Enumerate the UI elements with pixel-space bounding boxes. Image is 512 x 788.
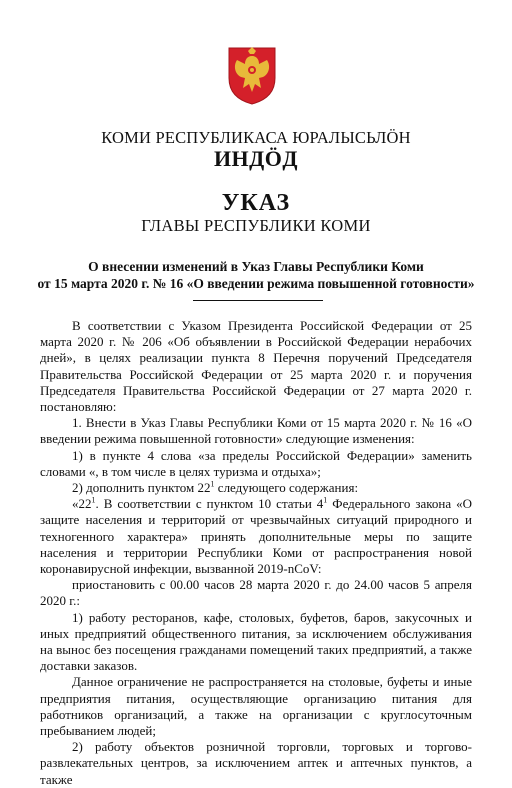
superscript: 1 bbox=[91, 495, 96, 505]
paragraph-point-22-1 bbox=[40, 496, 472, 577]
text-span: . В соответствии с пунктом 10 статьи 4 bbox=[95, 496, 324, 512]
paragraph-subitem-2 bbox=[40, 480, 472, 496]
ukaz-heading: УКАЗ bbox=[221, 190, 291, 216]
title-underline bbox=[193, 300, 323, 301]
text-span: Федерального закона «О защите населения и территорий от чрезвычайных ситуаций природного и техногенного характера» принять дополнительные меры по защите населения и территории Республики Коми от распространения новой коронавирусной инфекции, вызванной 2019-nCoV: bbox=[40, 496, 472, 577]
coat-of-arms-icon bbox=[221, 44, 283, 106]
text-span: «22 bbox=[72, 496, 92, 512]
paragraph-suspend: приостановить с 00.00 часов 28 марта 2020 г. до 24.00 часов 5 апреля 2020 г.: bbox=[40, 577, 472, 609]
document-title-line-1: О внесении изменений в Указ Главы Республики Коми bbox=[88, 259, 424, 274]
superscript: 1 bbox=[323, 495, 328, 505]
document-body bbox=[40, 318, 472, 788]
text-span: 2) дополнить пунктом 22 bbox=[72, 480, 211, 496]
paragraph-subitem-1: 1) в пункте 4 слова «за пределы Российской Федерации» заменить словами «, в том числе в целях туризма и отдыха»; bbox=[40, 447, 472, 479]
superscript: 1 bbox=[210, 479, 215, 489]
paragraph-preamble: В соответствии с Указом Президента Российской Федерации от 25 марта 2020 г. № 206 «Об объявлении в Российской Федерации нерабочих дней», в целях реализации пункта 8 Перечня поручений Председателя Правительства Российской Федерации от 25 марта 2020 г. и поручения Председателя Правительства Российской Федерации от 27 марта 2020 г. постановляю: bbox=[40, 318, 472, 415]
republic-heading: КОМИ РЕСПУБЛИКАСА ЮРАЛЫСЬЛӦН bbox=[101, 128, 411, 147]
paragraph-exception: Данное ограничение не распространяется на столовые, буфеты и иные предприятия питания, осуществляющие организацию питания для работников организаций, а также на организации с круглосуточным пребыванием людей; bbox=[40, 674, 472, 739]
glavy-heading: ГЛАВЫ РЕСПУБЛИКИ КОМИ bbox=[141, 216, 371, 235]
document-title-line-2: от 15 марта 2020 г. № 16 «О введении режима повышенной готовности» bbox=[37, 276, 475, 291]
indod-heading: ИНДӦД bbox=[213, 146, 299, 171]
paragraph-retail: 2) работу объектов розничной торговли, торговых и торгово-развлекательных центров, за исключением аптек и аптечных пунктов, а также bbox=[40, 739, 472, 787]
paragraph-restaurants: 1) работу ресторанов, кафе, столовых, буфетов, баров, закусочных и иных предприятий общественного питания, за исключением обслуживания на вынос без посещения гражданами помещений таких предприятий, а также доставки заказов. bbox=[40, 609, 472, 674]
paragraph-item-1: 1. Внести в Указ Главы Республики Коми от 15 марта 2020 г. № 16 «О введении режима повышенной готовности» следующие изменения: bbox=[40, 415, 472, 447]
text-span: следующего содержания: bbox=[214, 480, 359, 496]
